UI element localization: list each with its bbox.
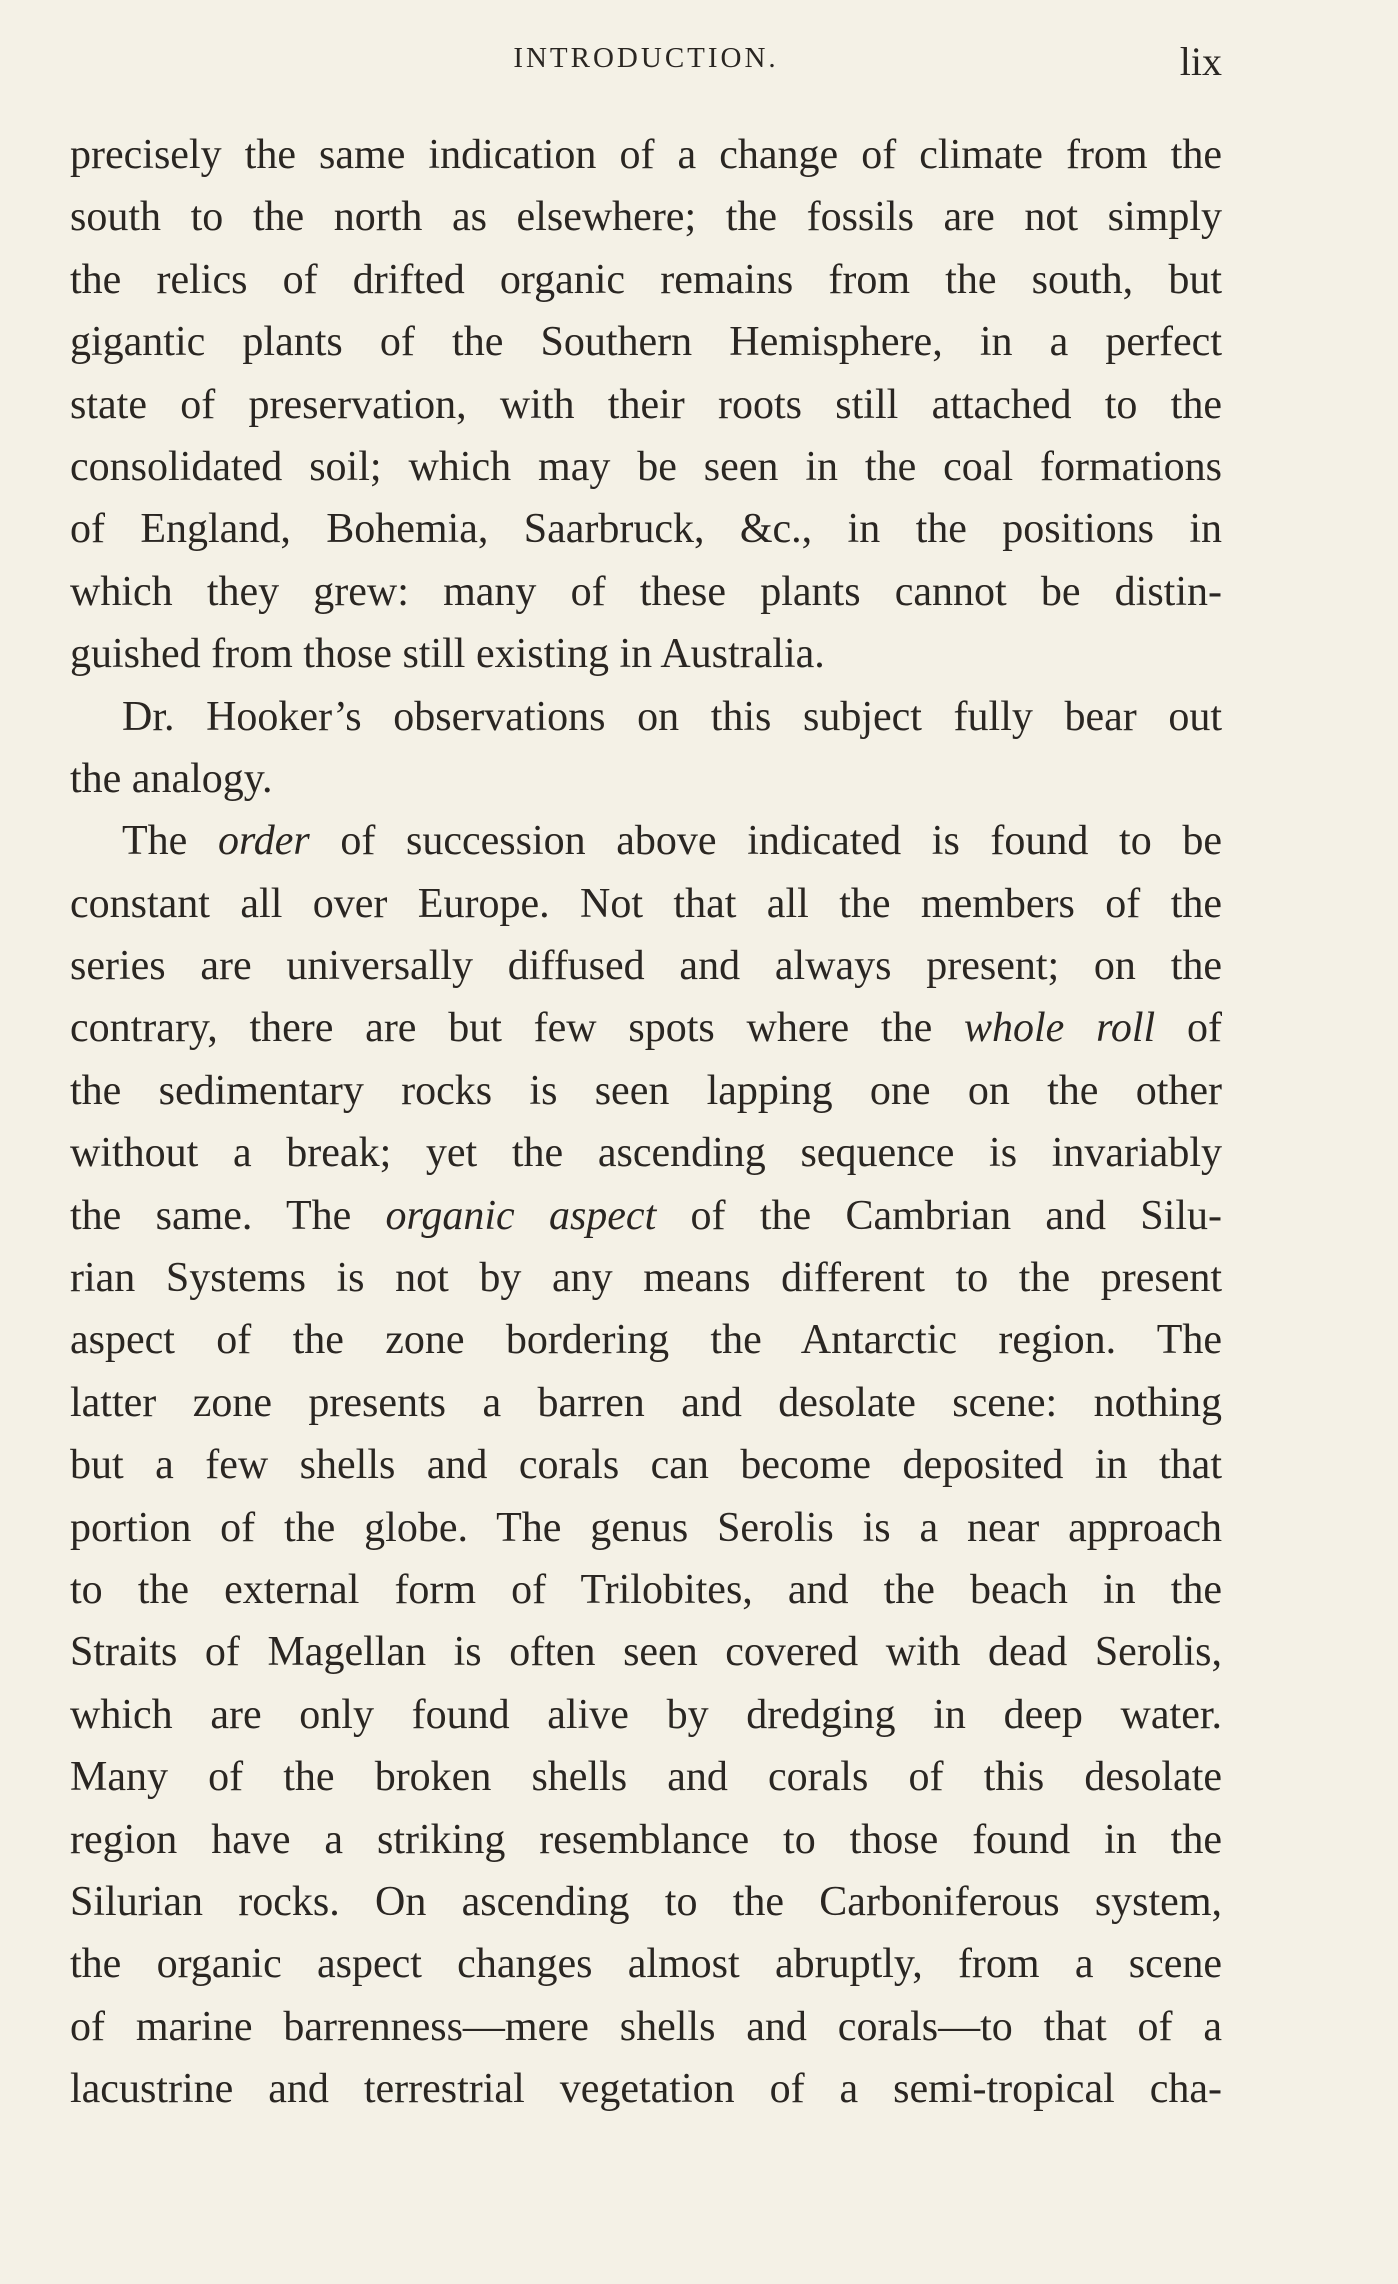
text-line: which are only found alive by dredging in deep water.: [70, 1691, 1222, 1738]
text-line: [70, 1185, 1222, 1247]
text-line: aspect of the zone bordering the Antarctic region. The: [70, 1317, 1222, 1364]
text-line: which they grew: many of these plants cannot be distin-: [70, 568, 1222, 615]
body-text: [70, 124, 1222, 2121]
text-line: but a few shells and corals can become deposited in that: [70, 1442, 1222, 1489]
running-head: [70, 38, 1222, 88]
text-line: series are universally diffused and always present; on the: [70, 943, 1222, 990]
text-line: region have a striking resemblance to those found in the: [70, 1816, 1222, 1863]
paragraph-start-line: Dr. Hooker’s observations on this subject fully bear out: [122, 693, 1222, 740]
text-run: The: [122, 818, 218, 865]
text-line: Silurian rocks. On ascending to the Carboniferous system,: [70, 1878, 1222, 1925]
text-line: without a break; yet the ascending sequence is invariably: [70, 1130, 1222, 1177]
text-line: Straits of Magellan is often seen covered with dead Serolis,: [70, 1629, 1222, 1676]
text-line: consolidated soil; which may be seen in the coal formations: [70, 443, 1222, 490]
text-line: guished from those still existing in Australia.: [70, 631, 825, 678]
running-title: INTRODUCTION.: [513, 42, 779, 74]
text-run: contrary, there are but few spots where the: [70, 1005, 964, 1052]
text-line: gigantic plants of the Southern Hemisphere, in a perfect: [70, 319, 1222, 366]
italic-term: order: [217, 818, 310, 865]
italic-term: whole roll: [964, 1005, 1156, 1052]
text-run: of: [1155, 1005, 1222, 1052]
text-line: south to the north as elsewhere; the fossils are not simply: [70, 194, 1222, 241]
text-line: constant all over Europe. Not that all the members of the: [70, 880, 1222, 927]
text-line: precisely the same indication of a change of climate from the: [70, 132, 1222, 178]
text-line: portion of the globe. The genus Serolis is a near approach: [70, 1504, 1222, 1551]
text-line: of marine barrenness—mere shells and corals—to that of a: [70, 2003, 1222, 2050]
text-line: [70, 997, 1222, 1059]
text-run: of the Cambrian and Silu-: [656, 1192, 1222, 1239]
text-line: the relics of drifted organic remains from the south, but: [70, 256, 1222, 303]
text-line: the sedimentary rocks is seen lapping one on the other: [70, 1067, 1222, 1114]
text-line: latter zone presents a barren and desolate scene: nothing: [70, 1379, 1222, 1426]
text-line: rian Systems is not by any means different to the present: [70, 1255, 1222, 1302]
paragraph-start-line: [70, 810, 1222, 872]
text-line: Many of the broken shells and corals of this desolate: [70, 1754, 1222, 1801]
text-line: to the external form of Trilobites, and the beach in the: [70, 1566, 1222, 1613]
text-line: lacustrine and terrestrial vegetation of a semi-tropical cha-: [70, 2066, 1222, 2113]
text-line: the organic aspect changes almost abruptly, from a scene: [70, 1941, 1222, 1988]
text-run: of succession above indicated is found to be: [309, 818, 1222, 865]
text-line: of England, Bohemia, Saarbruck, &c., in the positions in: [70, 506, 1222, 553]
italic-term: organic aspect: [385, 1192, 657, 1239]
text-run: the same. The: [70, 1192, 386, 1239]
text-line: the analogy.: [70, 755, 273, 802]
text-line: state of preservation, with their roots still attached to the: [70, 381, 1222, 428]
page-number: lix: [1179, 39, 1222, 84]
